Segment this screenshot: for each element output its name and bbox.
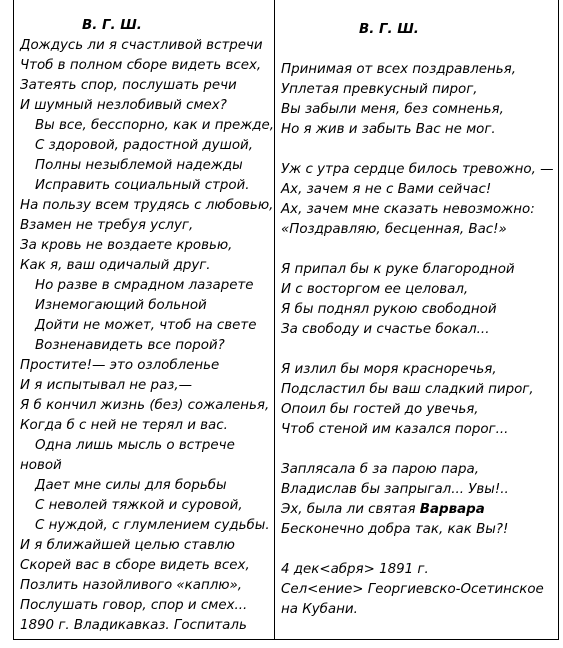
poem-line: С здоровой, радостной душой, — [35, 138, 253, 153]
poem-line: И я испытывал не раз,— — [20, 378, 192, 393]
bold-name: Варвара — [419, 502, 485, 517]
right-poem-heading: В. Г. Ш. — [359, 22, 419, 37]
poem-line: Дождусь ли я счастливой встречи — [20, 38, 263, 53]
stanza-gap — [281, 340, 557, 360]
poem-line: Принимая от всех поздравленья, — [281, 62, 516, 77]
poem-line: Дойти не может, чтоб на свете — [35, 318, 257, 333]
poem-line: Ах, зачем я не с Вами сейчас! — [281, 182, 492, 197]
poem-line: Позлить назойливого «каплю», — [20, 578, 243, 593]
poem-line: Скорей вас в сборе видеть всех, — [20, 558, 250, 573]
poem-line: Изнемогающий больной — [35, 298, 207, 313]
poem-line: Послушать говор, спор и смех... — [20, 598, 248, 613]
poem-stanza — [281, 260, 557, 340]
stanza-gap — [281, 440, 557, 460]
poem-line: «Поздравляю, бесценная, Вас!» — [281, 222, 507, 237]
poem-line: Заплясала б за парою пара, — [281, 462, 479, 477]
poem-stanza — [281, 60, 557, 140]
poem-line: на Кубани. — [281, 602, 358, 617]
stanza-gap — [281, 140, 557, 160]
poem-line: Как я, ваш одичалый друг. — [20, 258, 211, 273]
poem-line: Дает мне силы для борьбы — [35, 478, 227, 493]
poem-line: С неволей тяжкой и суровой, — [35, 498, 243, 513]
poem-line: Одна лишь мысль о встрече — [35, 438, 235, 453]
poem-line: Взамен не требуя услуг, — [20, 218, 194, 233]
poem-line: Чтоб в полном сборе видеть всех, — [20, 58, 262, 73]
poem-line: Уплетая превкусный пирог, — [281, 82, 478, 97]
poem-line: Возненавидеть все порой? — [35, 338, 225, 353]
stanza-gap — [281, 240, 557, 260]
poem-line: Вы все, бесспорно, как и прежде, — [35, 118, 275, 133]
left-poem-column — [20, 16, 275, 636]
poem-line: Когда б с ней не терял и вас. — [20, 418, 228, 433]
poem-line: Бесконечно добра так, как Вы?! — [281, 522, 509, 537]
left-poem-lines — [20, 36, 275, 636]
poem-line: Эх, была ли святая Варвара — [281, 502, 485, 517]
poem-line: Подсластил бы ваш сладкий пирог, — [281, 382, 534, 397]
poem-line: Сел<ение> Георгиевско-Осетинское — [281, 582, 544, 597]
right-poem-column — [281, 20, 557, 620]
poem-line: Чтоб стеной им казался порог... — [281, 422, 509, 437]
poem-line: Владислав бы запрыгал... Увы!.. — [281, 482, 509, 497]
poem-stanza — [281, 160, 557, 240]
poem-line: И я ближайшей целью ставлю — [20, 538, 235, 553]
poem-line: На пользу всем трудясь с любовью, — [20, 198, 274, 213]
poem-line: Затеять спор, послушать речи — [20, 78, 237, 93]
poem-line: Опоил бы гостей до увечья, — [281, 402, 479, 417]
column-divider — [274, 0, 275, 639]
poem-line: Я излил бы моря красноречья, — [281, 362, 497, 377]
poem-line: новой — [20, 458, 62, 473]
poem-line: 1890 г. Владикавказ. Госпиталь — [20, 618, 247, 633]
poem-line: И шумный незлобивый смех? — [20, 98, 227, 113]
poem-line: Но я жив и забыть Вас не мог. — [281, 122, 496, 137]
poem-line: С нуждой, с глумлением судьбы. — [35, 518, 270, 533]
poem-line: Уж с утра сердце билось тревожно, — — [281, 162, 554, 177]
poem-table — [13, 0, 559, 640]
poem-stanza — [281, 560, 557, 620]
poem-line: Полны незыблемой надежды — [35, 158, 243, 173]
poem-line: За кровь не воздаете кровью, — [20, 238, 233, 253]
poem-line: Я бы поднял рукою свободной — [281, 302, 497, 317]
poem-line: Ах, зачем мне сказать невозможно: — [281, 202, 535, 217]
poem-stanza — [281, 460, 557, 540]
right-poem-stanzas — [281, 60, 557, 620]
left-poem-heading: В. Г. Ш. — [82, 18, 142, 33]
poem-line: 4 дек<абря> 1891 г. — [281, 562, 429, 577]
poem-line: Исправить социальный строй. — [35, 178, 250, 193]
poem-stanza — [281, 360, 557, 440]
poem-line: Вы забыли меня, без сомненья, — [281, 102, 504, 117]
poem-line: Я б кончил жизнь (без) сожаленья, — [20, 398, 270, 413]
poem-line: И с восторгом ее целовал, — [281, 282, 469, 297]
poem-line: Но разве в смрадном лазарете — [35, 278, 254, 293]
stanza-gap — [281, 40, 557, 60]
stanza-gap — [281, 540, 557, 560]
poem-line: Простите!— это озлобленье — [20, 358, 220, 373]
poem-line: Я припал бы к руке благородной — [281, 262, 515, 277]
poem-line: За свободу и счастье бокал... — [281, 322, 490, 337]
